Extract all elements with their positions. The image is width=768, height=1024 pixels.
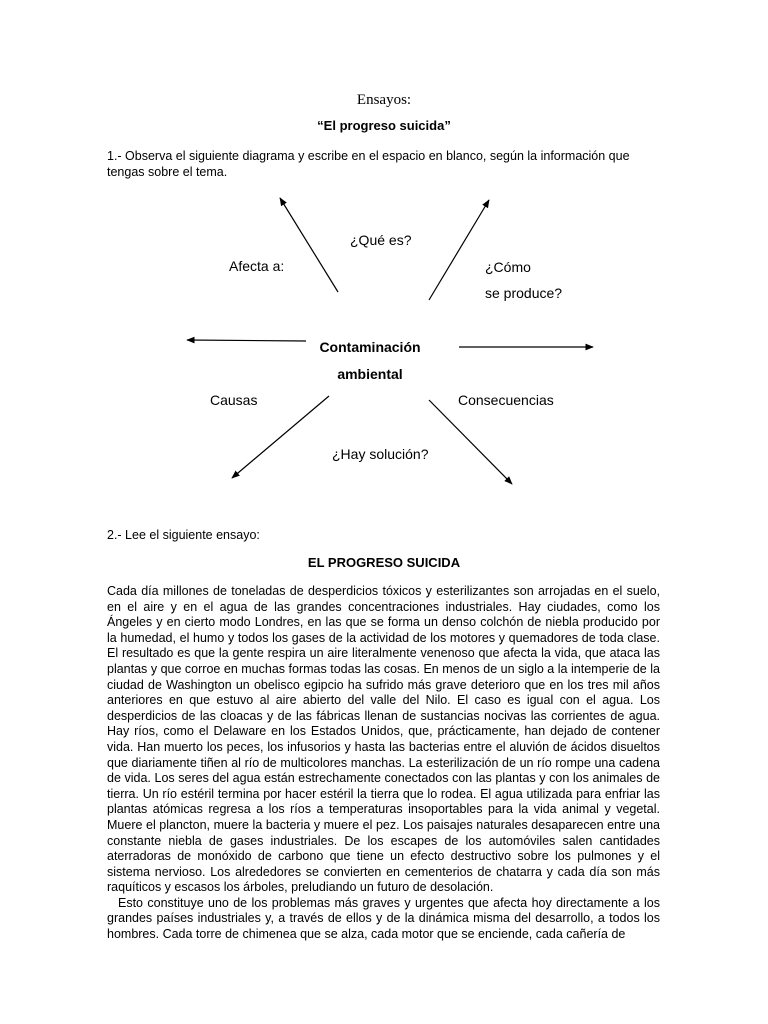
diagram-label-solucion: ¿Hay solución? [332, 446, 429, 462]
diagram-label-como-line1: ¿Cómo [485, 259, 531, 275]
diagram-label-consecuencias: Consecuencias [458, 392, 554, 408]
essay-paragraph-1: Cada día millones de toneladas de desperdicios tóxicos y esterilizantes son arrojadas en el suelo, en el aire y en el agua de las grandes concentraciones industriales. Hay ciudades, como los Ángeles y en cierto modo Londres, en las que se forma un denso colchón de niebla producido por la humedad, el humo y todos los gases de la actividad de los motores y quemadores de toda clase. El resultado es que la gente respira un aire literalmente venenoso que afecta la vida, que ataca las plantas y que corroe en muchas formas todas las cosas. En menos de un siglo a la intemperie de la ciudad de Washington un obelisco egipcio ha sufrido más grave deterioro que en los tres mil años anteriores en que estuvo al aire abierto del valle del Nilo. El caso es igual con el agua. Los desperdicios de las cloacas y de las fábricas llenan de sustancias nocivas las corrientes de agua. Hay ríos, como el Delaware en los Estados Unidos, que, prácticamente, han dejado de contener vida. Han muerto los peces, los infusorios y hasta las bacterias entre el aluvión de ácidos disueltos que diariamente tiñen al río de multicolores manchas. La esterilización de un río rompe una cadena de vida. Los seres del agua están estrechamente conectados con las plantas y con los animales de tierra. Un río estéril termina por hacer estéril la tierra que lo rodea. El agua utilizada para enfriar las plantas atómicas regresa a los ríos a temperaturas insoportables para la vida animal y vegetal. Muere el plancton, muere la bacteria y muere el pez. Los paisajes naturales desaparecen entre una constante niebla de gases industriales. De los escapes de los automóviles salen cantidades aterradoras de monóxido de carbono que tiene un efecto destructivo sobre los pulmones y el sistema nervioso. Los alrededores se convierten en cementerios de chatarra y cada día son más raquíticos y escasos los árboles, preludiando un futuro de desolación. [107, 584, 660, 895]
diagram-label-afecta: Afecta a: [229, 258, 285, 274]
diagram-label-que-es: ¿Qué es? [350, 232, 412, 248]
essay-body [107, 584, 660, 943]
arrow-down-right [429, 400, 512, 484]
arrow-up-right [429, 200, 489, 300]
arrow-left [187, 340, 306, 341]
diagram-center-line1: Contaminación [319, 339, 421, 355]
diagram-label-causas: Causas [210, 392, 258, 408]
diagram-center-line2: ambiental [337, 366, 403, 382]
arrow-up-left [280, 198, 338, 292]
question-1: 1.- Observa el siguiente diagrama y escribe en el espacio en blanco, según la información que tengas sobre el tema. [107, 149, 630, 179]
arrow-down-left [232, 396, 329, 478]
essay-title: EL PROGRESO SUICIDA [307, 555, 461, 570]
document-heading: Ensayos: [356, 92, 412, 108]
diagram-label-como-line2: se produce? [485, 285, 563, 301]
question-2: 2.- Lee el siguiente ensayo: [107, 528, 260, 542]
document-subtitle: “El progreso suicida” [317, 118, 451, 133]
essay-paragraph-2: Esto constituye uno de los problemas más graves y urgentes que afecta hoy directamente a los grandes países industriales y, a través de ellos y de la dinámica misma del desarrollo, a todos los hombres. Cada torre de chimenea que se alza, cada motor que se enciende, cada cañería de [107, 895, 660, 942]
